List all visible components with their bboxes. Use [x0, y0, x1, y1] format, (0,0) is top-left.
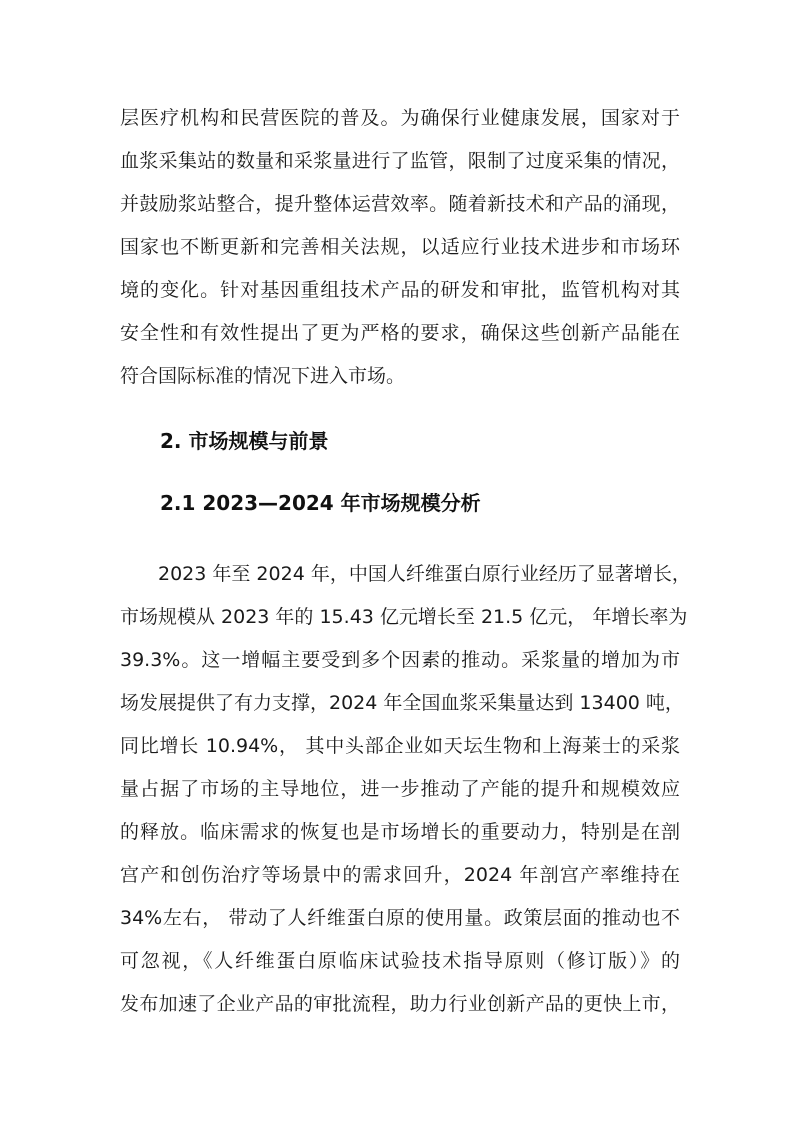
- paragraph-1-line: 层医疗机构和民营医院的普及。为确保行业健康发展，国家对于: [120, 107, 680, 129]
- paragraph-1-line: 安全性和有效性提出了更为严格的要求，确保这些创新产品能在: [120, 322, 680, 344]
- paragraph-2-line: 39.3%。这一增幅主要受到多个因素的推动。采浆量的增加为市: [120, 649, 680, 671]
- paragraph-2-line: 34%左右， 带动了人纤维蛋白原的使用量。政策层面的推动也不: [120, 907, 680, 929]
- paragraph-1-line: 符合国际标准的情况下进入市场。: [120, 365, 406, 387]
- paragraph-2-line: 发布加速了企业产品的审批流程，助力行业创新产品的更快上市，: [120, 993, 680, 1015]
- paragraph-2-line: 可忽视，《人纤维蛋白原临床试验技术指导原则（修订版）》的: [120, 950, 680, 972]
- paragraph-2-line: 宫产和创伤治疗等场景中的需求回升，2024 年剖宫产率维持在: [120, 864, 680, 886]
- paragraph-1-line: 境的变化。针对基因重组技术产品的研发和审批，监管机构对其: [120, 279, 680, 301]
- paragraph-1-line: 国家也不断更新和完善相关法规，以适应行业技术进步和市场环: [120, 236, 680, 258]
- paragraph-2-line: 量占据了市场的主导地位，进一步推动了产能的提升和规模效应: [120, 778, 680, 800]
- subsection-heading: 2.1 2023—2024 年市场规模分析: [160, 491, 481, 515]
- section-heading: 2. 市场规模与前景: [160, 429, 329, 453]
- paragraph-2-line: 的释放。临床需求的恢复也是市场增长的重要动力，特别是在剖: [120, 821, 680, 843]
- paragraph-2-line: 市场规模从 2023 年的 15.43 亿元增长至 21.5 亿元， 年增长率为: [120, 606, 688, 628]
- paragraph-1-line: 并鼓励浆站整合，提升整体运营效率。随着新技术和产品的涌现，: [120, 193, 680, 215]
- paragraph-2-line: 场发展提供了有力支撑，2024 年全国血浆采集量达到 13400 吨，: [120, 692, 684, 714]
- paragraph-1-line: 血浆采集站的数量和采浆量进行了监管，限制了过度采集的情况，: [120, 150, 680, 172]
- paragraph-2-line: 同比增长 10.94%， 其中头部企业如天坛生物和上海莱士的采浆: [120, 735, 680, 757]
- paragraph-2-line: 2023 年至 2024 年，中国人纤维蛋白原行业经历了显著增长，: [158, 563, 691, 585]
